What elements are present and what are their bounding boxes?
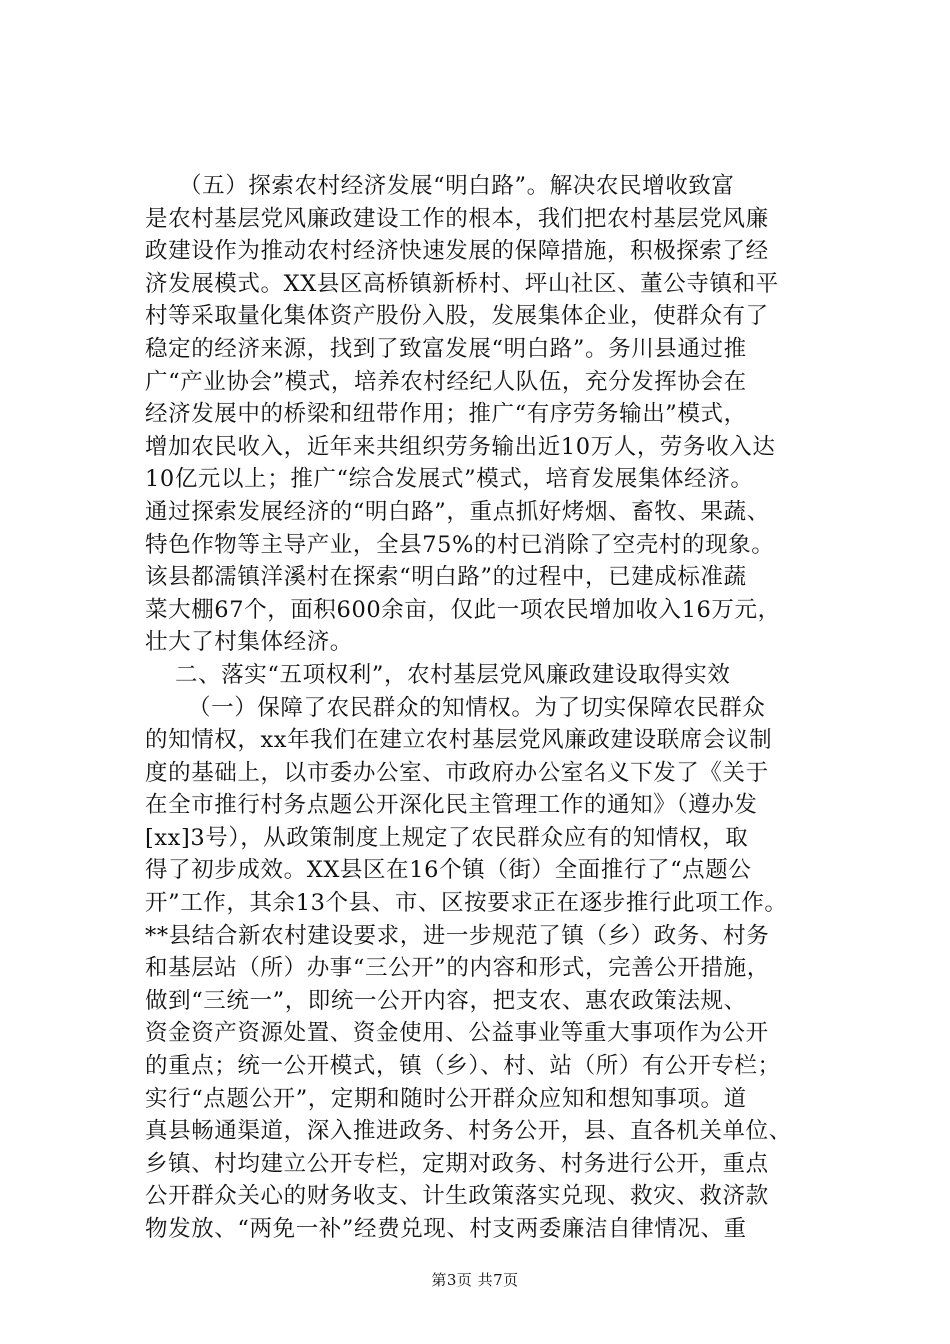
body-line: 10亿元以上；推广“综合发展式”模式，培育发展集体经济。 [145, 466, 754, 493]
body-line: 公开群众关心的财务收支、计生政策落实兑现、救灾、救济款 [145, 1183, 769, 1210]
section-heading: 二、落实“五项权利”，农村基层党风廉政建设取得实效 [175, 661, 731, 688]
body-line: 通过探索发展经济的“明白路”，重点抓好烤烟、畜牧、果蔬、 [145, 498, 770, 525]
body-line: 得了初步成效。XX县区在16个镇（街）全面推行了“点题公 [145, 857, 752, 884]
body-line: 物发放、“两免一补”经费兑现、村支两委廉洁自律情况、重 [145, 1216, 747, 1242]
body-line: 做到“三统一”，即统一公开内容，把支农、惠农政策法规、 [145, 987, 747, 1014]
body-line: 该县都濡镇洋溪村在探索“明白路”的过程中，已建成标准蔬 [145, 564, 747, 591]
body-line: （一）保障了农民群众的知情权。为了切实保障农民群众 [188, 694, 766, 721]
body-line: 壮大了村集体经济。 [145, 629, 353, 656]
body-line: 增加农民收入，近年来共组织劳务输出近10万人，劳务收入达 [145, 433, 776, 460]
body-line: **县结合新农村建设要求，进一步规范了镇（乡）政务、村务 [145, 922, 770, 949]
body-line: 实行“点题公开”，定期和随时公开群众应知和想知事项。道 [145, 1085, 747, 1112]
body-line: 济发展模式。XX县区高桥镇新桥村、坪山社区、董公寺镇和平 [145, 270, 779, 297]
body-line: 资金资产资源处置、资金使用、公益事业等重大事项作为公开 [145, 1020, 769, 1047]
body-line: 乡镇、村均建立公开专栏，定期对政务、村务进行公开，重点 [145, 1150, 769, 1177]
body-line: 度的基础上，以市委办公室、市政府办公室名义下发了《关于 [145, 759, 769, 786]
body-line: 在全市推行村务点题公开深化民主管理工作的通知》（遵办发 [145, 792, 758, 819]
body-line: 村等采取量化集体资产股份入股，发展集体企业，使群众有了 [145, 303, 769, 330]
body-line: （五）探索农村经济发展“明白路”。解决农民增收致富 [179, 173, 735, 199]
body-line: 真县畅通渠道，深入推进政务、村务公开，县、直各机关单位、 [145, 1118, 792, 1145]
body-line: 菜大棚67个，面积600余亩，仅此一项农民增加收入16万元， [145, 596, 781, 623]
page-number-footer: 第3页 共7页 [431, 1271, 519, 1289]
body-line: 是农村基层党风廉政建设工作的根本，我们把农村基层党风廉 [145, 205, 769, 232]
body-line: 的知情权，xx年我们在建立农村基层党风廉政建设联席会议制 [145, 727, 773, 754]
document-body [145, 170, 835, 1246]
body-line: 政建设作为推动农村经济快速发展的保障措施，积极探索了经 [145, 238, 769, 265]
body-line: 的重点；统一公开模式，镇（乡）、村、站（所）有公开专栏； [145, 1053, 781, 1080]
body-line: 特色作物等主导产业，全县75%的村已消除了空壳村的现象。 [145, 531, 775, 558]
body-line: 和基层站（所）办事“三公开”的内容和形式，完善公开措施， [145, 955, 770, 982]
body-line: 开”工作，其余13个县、市、区按要求正在逐步推行此项工作。 [145, 890, 788, 917]
body-line: [xx]3号），从政策制度上规定了农民群众应有的知情权，取 [145, 824, 749, 851]
body-line: 经济发展中的桥梁和纽带作用；推广“有序劳务输出”模式， [145, 401, 747, 428]
body-line: 广“产业协会”模式，培养农村经纪人队伍，充分发挥协会在 [145, 368, 747, 395]
body-line: 稳定的经济来源，找到了致富发展“明白路”。务川县通过推 [145, 335, 747, 362]
